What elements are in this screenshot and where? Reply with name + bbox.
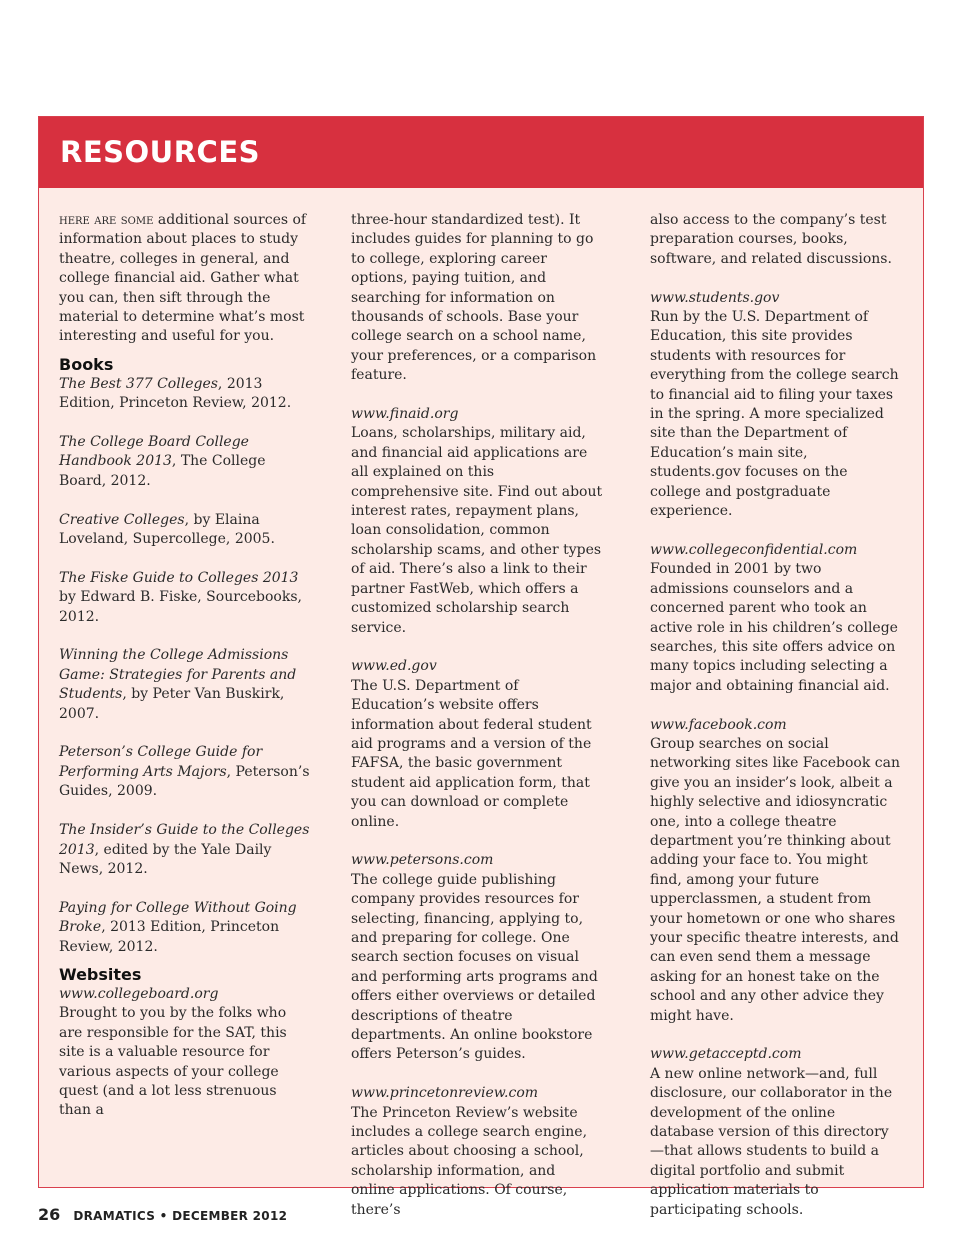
- website-description: The U.S. Department of Education’s website offers information about federal student aid programs and a version of the FAFSA, the basic government student aid application form, that you can download or complete online.: [351, 677, 592, 830]
- website-description: three-hour standardized test). It includes guides for planning to go to college, exploring career options, paying tuition, and searching for information on thousands of schools. Base your college search on a school name, your preferences, or a comparison feature.: [351, 212, 597, 384]
- website-entry: [650, 1045, 902, 1220]
- website-url[interactable]: www.ed.gov: [351, 658, 437, 675]
- book-entry: [59, 569, 311, 627]
- book-title: Winning the College Admissions Game: Strategies for Parents and Students: [59, 647, 297, 703]
- book-entry: [59, 375, 311, 414]
- book-details: , 2013 Edition, Princeton Review, 2012.: [59, 919, 280, 955]
- book-entry: [59, 433, 311, 491]
- website-url[interactable]: www.collegeconfidential.com: [650, 541, 858, 558]
- website-url[interactable]: www.students.gov: [650, 289, 780, 306]
- website-description: The Princeton Review’s website includes a college search engine, articles about choosing a school, scholarship information, and online applications. Of course, there’s: [351, 1104, 588, 1218]
- website-entry: [650, 541, 902, 696]
- website-description: also access to the company’s test preparation courses, books, software, and related discussions.: [650, 212, 892, 267]
- website-entry: [351, 657, 603, 832]
- page-title: RESOURCES: [60, 135, 261, 169]
- website-entry: [351, 851, 603, 1064]
- website-description: The college guide publishing company provides resources for selecting, financing, applying to, and preparing for college. One search section focuses on visual and performing arts programs and offers either overviews or detailed descriptions of theatre departments. An online bookstore offers Peterson’s guides.: [351, 871, 598, 1063]
- website-url[interactable]: www.collegeboard.org: [59, 985, 219, 1002]
- books-heading: Books: [59, 354, 114, 374]
- book-entry: [59, 646, 311, 724]
- page-number: 26: [38, 1205, 61, 1224]
- book-details: , by Elaina Loveland, Supercollege, 2005.: [59, 511, 275, 548]
- book-title: The Fiske Guide to Colleges 2013: [59, 569, 299, 586]
- websites-heading: Websites: [59, 964, 142, 984]
- book-entry: [59, 743, 311, 801]
- book-details: , by Peter Van Buskirk, 2007.: [59, 686, 285, 722]
- website-description: A new online network—and, full disclosure, our collaborator in the development of the online database version of this directory—that allows students to build a digital portfolio and submit application materials to participating schools.: [650, 1065, 893, 1218]
- intro-text: additional sources of information about places to study theatre, colleges in general, and college financial aid. Gather what you can, then sift through the material to determine what’s most interesting and useful for you.: [59, 212, 307, 345]
- website-url[interactable]: www.princetonreview.com: [351, 1085, 539, 1102]
- website-description: Founded in 2001 by two admissions counselors and a concerned parent who took an active role in his children’s college searches, this site offers advice on many topics including selecting a major and obtaining financial aid.: [650, 561, 898, 694]
- website-entry-continued: [650, 211, 902, 269]
- book-title: Paying for College Without Going Broke: [59, 899, 297, 936]
- website-entry: [650, 289, 902, 522]
- book-title: The Insider’s Guide to the Colleges 2013: [59, 822, 310, 858]
- book-title: The College Board College Handbook 2013: [59, 434, 249, 470]
- book-details: , Peterson’s Guides, 2009.: [59, 763, 310, 800]
- resources-banner: [39, 117, 923, 188]
- intro-paragraph: [59, 211, 311, 347]
- website-url[interactable]: www.finaid.org: [351, 406, 459, 423]
- website-entry: [351, 405, 603, 638]
- website-entry-continued: [351, 211, 603, 386]
- intro-lead: here are some: [59, 212, 154, 228]
- website-url[interactable]: www.getacceptd.com: [650, 1046, 802, 1063]
- book-title: The Best 377 Colleges: [59, 375, 218, 392]
- website-url[interactable]: www.petersons.com: [351, 852, 494, 869]
- column-2: [351, 211, 603, 1220]
- website-url[interactable]: www.facebook.com: [650, 716, 787, 733]
- website-description: Loans, scholarships, military aid, and financial aid applications are all explained on this comprehensive site. Find out about interest rates, repayment plans, loan consolidation, common scholarship scams, and other types of aid. There’s also a link to their partner FastWeb, which offers a customized scholarship search service.: [351, 425, 603, 636]
- website-description: Run by the U.S. Department of Education, this site provides students with resources for everything from the college search to financial aid to filing your taxes in the spring. A more specialized site than the Department of Education’s main site, students.gov focuses on the college and postgraduate experience.: [650, 309, 899, 520]
- page-footer: [38, 1205, 287, 1224]
- book-details: , 2013 Edition, Princeton Review, 2012.: [59, 375, 292, 412]
- book-title: Peterson’s College Guide for Performing Arts Majors: [59, 744, 263, 780]
- website-entry: [351, 1084, 603, 1220]
- column-3: [650, 211, 902, 1220]
- book-details: , edited by the Yale Daily News, 2012.: [59, 841, 272, 877]
- magazine-issue: DRAMATICS • DECEMBER 2012: [73, 1209, 288, 1223]
- column-1: [59, 211, 311, 1121]
- book-details: , The College Board, 2012.: [59, 453, 266, 489]
- website-entry: [59, 985, 311, 1121]
- website-description: Brought to you by the folks who are responsible for the SAT, this site is a valuable resource for various aspects of your college quest (and a lot less strenuous than a: [59, 1005, 287, 1119]
- book-title: Creative Colleges: [59, 511, 185, 528]
- book-entry: [59, 511, 311, 550]
- website-description: Group searches on social networking sites like Facebook can give you an insider’s look, albeit a highly selective and idiosyncratic one, into a college theatre department you’re thinking about adding your face to. You might find, among your future upperclassmen, a student from your hometown or one who shares your specific theatre interests, and can even send them a message asking for an honest take on the school and any other advice they might have.: [650, 735, 900, 1024]
- book-details: by Edward B. Fiske, Sourcebooks, 2012.: [59, 589, 302, 625]
- website-entry: [650, 716, 902, 1027]
- book-entry: [59, 899, 311, 957]
- book-entry: [59, 821, 311, 879]
